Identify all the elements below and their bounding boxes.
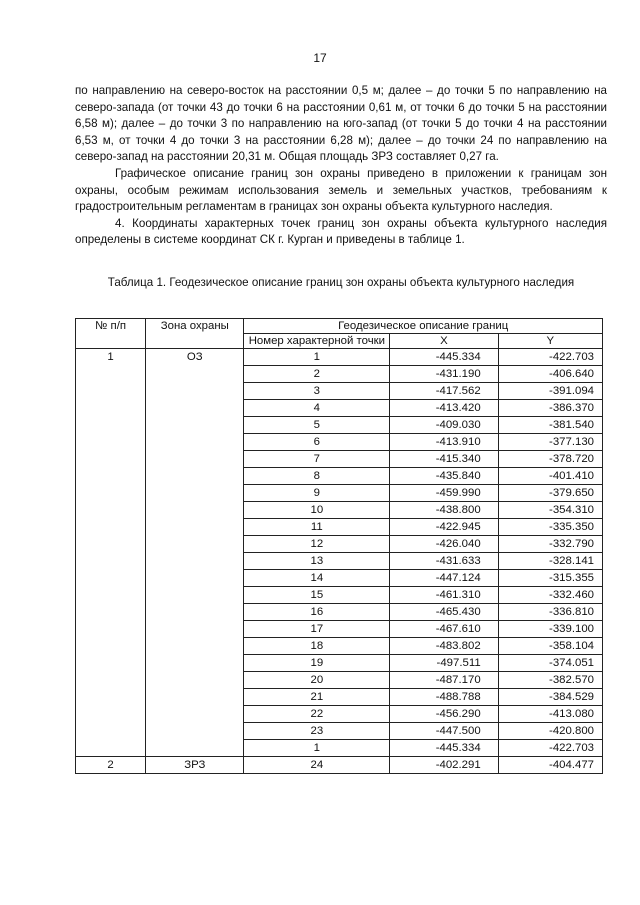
point-number: 4 [244, 400, 390, 417]
point-number: 3 [244, 383, 390, 400]
point-number: 9 [244, 485, 390, 502]
paragraph: 4. Координаты характерных точек границ зон охраны объекта культурного наследия определены в системе координат СК г. Курган и приведены в таблице 1. [75, 216, 607, 247]
group-zone: ЗРЗ [146, 757, 244, 774]
coord-x: -483.802 [390, 638, 498, 655]
coord-y: -378.720 [498, 451, 602, 468]
coord-y: -336.810 [498, 604, 602, 621]
coord-y: -422.703 [498, 349, 602, 366]
table-row [76, 757, 603, 774]
coord-y: -377.130 [498, 434, 602, 451]
coord-x: -435.840 [390, 468, 498, 485]
coord-x: -426.040 [390, 536, 498, 553]
point-number: 17 [244, 621, 390, 638]
coord-y: -406.640 [498, 366, 602, 383]
point-number: 19 [244, 655, 390, 672]
point-number: 21 [244, 689, 390, 706]
coord-y: -382.570 [498, 672, 602, 689]
coord-y: -315.355 [498, 570, 602, 587]
coord-y: -358.104 [498, 638, 602, 655]
header-point: Номер характерной точки [244, 334, 390, 349]
point-number: 11 [244, 519, 390, 536]
point-number: 18 [244, 638, 390, 655]
coord-y: -332.790 [498, 536, 602, 553]
point-number: 23 [244, 723, 390, 740]
coord-x: -447.500 [390, 723, 498, 740]
coord-y: -404.477 [498, 757, 602, 774]
coord-y: -401.410 [498, 468, 602, 485]
coord-y: -335.350 [498, 519, 602, 536]
coord-y: -354.310 [498, 502, 602, 519]
header-x: X [390, 334, 498, 349]
table-body [76, 349, 603, 774]
paragraph: Графическое описание границ зон охраны приведено в приложении к границам зон охраны, особым режимам использования земель и земельных участков, требованиям к градостроительным регламентам в границах зон охраны объекта культурного наследия. [75, 166, 607, 214]
coord-y: -328.141 [498, 553, 602, 570]
group-zone: ОЗ [146, 349, 244, 757]
coord-x: -431.633 [390, 553, 498, 570]
point-number: 2 [244, 366, 390, 383]
coord-y: -413.080 [498, 706, 602, 723]
point-number: 22 [244, 706, 390, 723]
point-number: 13 [244, 553, 390, 570]
point-number: 1 [244, 349, 390, 366]
coord-y: -422.703 [498, 740, 602, 757]
coord-x: -402.291 [390, 757, 498, 774]
coord-x: -415.340 [390, 451, 498, 468]
coord-y: -420.800 [498, 723, 602, 740]
coord-x: -487.170 [390, 672, 498, 689]
point-number: 12 [244, 536, 390, 553]
table-caption: Таблица 1. Геодезическое описание границ зон охраны объекта культурного наследия [107, 276, 575, 289]
coord-y: -339.100 [498, 621, 602, 638]
point-number: 1 [244, 740, 390, 757]
coord-x: -438.800 [390, 502, 498, 519]
coord-x: -431.190 [390, 366, 498, 383]
coord-y: -381.540 [498, 417, 602, 434]
coord-x: -461.310 [390, 587, 498, 604]
table-header-row [76, 319, 603, 334]
coord-x: -422.945 [390, 519, 498, 536]
group-number: 2 [76, 757, 146, 774]
point-number: 24 [244, 757, 390, 774]
point-number: 5 [244, 417, 390, 434]
body-text [75, 83, 607, 249]
header-num: № п/п [76, 319, 146, 349]
coord-x: -445.334 [390, 349, 498, 366]
point-number: 10 [244, 502, 390, 519]
point-number: 6 [244, 434, 390, 451]
header-zone: Зона охраны [146, 319, 244, 349]
point-number: 8 [244, 468, 390, 485]
coord-y: -391.094 [498, 383, 602, 400]
coord-y: -386.370 [498, 400, 602, 417]
point-number: 20 [244, 672, 390, 689]
table-row [76, 349, 603, 366]
coord-x: -488.788 [390, 689, 498, 706]
paragraph: по направлению на северо-восток на расстоянии 0,5 м; далее – до точки 5 по направлению на северо-запада (от точки 43 до точки 6 на расстоянии 0,61 м, от точки 6 до точки 5 на расстоянии 6,58 м); далее – до точки 3 по направлению на юго-запад (от точки 5 до точки 4 на расстоянии 6,53 м, от точки 4 до точки 3 на расстоянии 6,28 м); далее – до точки 24 по направлению на северо-запад на расстоянии 20,31 м. Общая площадь ЗРЗ составляет 0,27 га. [75, 84, 607, 164]
page-number: 17 [313, 51, 327, 65]
point-number: 15 [244, 587, 390, 604]
coord-x: -467.610 [390, 621, 498, 638]
coord-x: -459.990 [390, 485, 498, 502]
header-geo: Геодезическое описание границ [244, 319, 603, 334]
point-number: 14 [244, 570, 390, 587]
header-y: Y [498, 334, 602, 349]
coord-y: -384.529 [498, 689, 602, 706]
coord-x: -409.030 [390, 417, 498, 434]
coord-x: -413.910 [390, 434, 498, 451]
geodetic-table [75, 318, 603, 774]
coord-x: -447.124 [390, 570, 498, 587]
coord-y: -332.460 [498, 587, 602, 604]
coord-y: -374.051 [498, 655, 602, 672]
group-number: 1 [76, 349, 146, 757]
coord-x: -497.511 [390, 655, 498, 672]
coord-x: -413.420 [390, 400, 498, 417]
coord-x: -456.290 [390, 706, 498, 723]
point-number: 16 [244, 604, 390, 621]
coord-y: -379.650 [498, 485, 602, 502]
coord-x: -465.430 [390, 604, 498, 621]
coord-x: -445.334 [390, 740, 498, 757]
point-number: 7 [244, 451, 390, 468]
coord-x: -417.562 [390, 383, 498, 400]
